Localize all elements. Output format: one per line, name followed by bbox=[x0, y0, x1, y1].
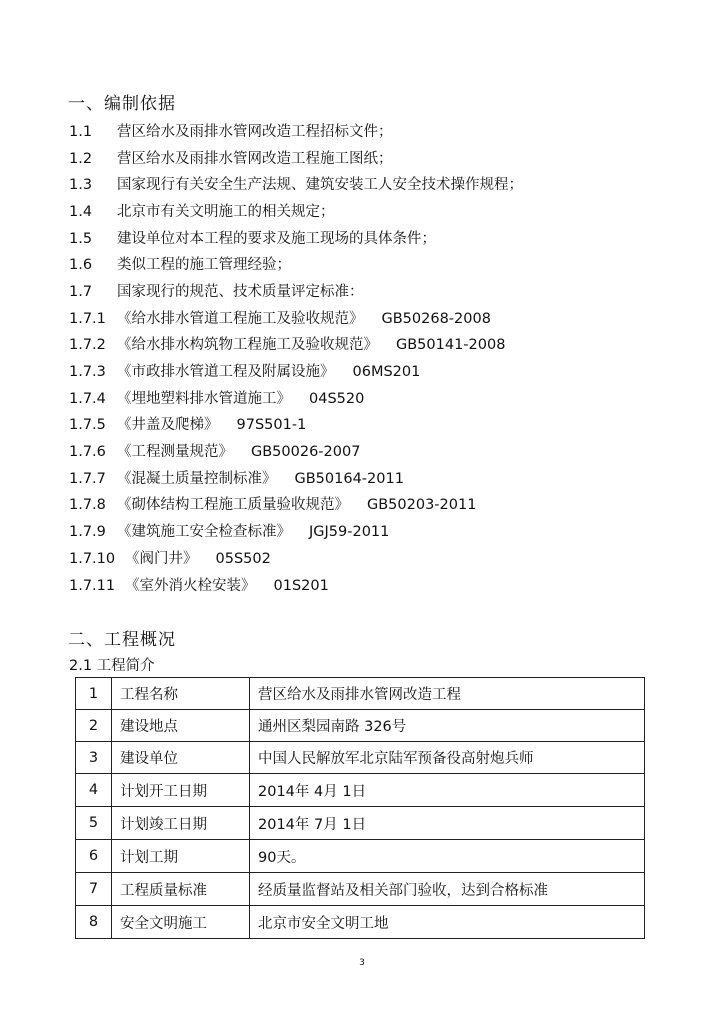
item-text: 营区给水及雨排水管网改造工程施工图纸； bbox=[117, 151, 393, 167]
row-label: 安全文明施工 bbox=[112, 906, 250, 939]
row-value: 经质量监督站及相关部门验收，达到合格标准 bbox=[250, 873, 645, 906]
standard-code: 1.7.6 bbox=[69, 444, 106, 460]
standard-title: 《给水排水构筑物工程施工及验收规范》 bbox=[117, 337, 378, 353]
standard-item bbox=[69, 550, 271, 568]
standard-item bbox=[69, 336, 505, 354]
standard-code: 1.7.11 bbox=[69, 578, 116, 594]
standard-number: GB50268-2008 bbox=[381, 311, 491, 327]
page-number: 3 bbox=[359, 958, 365, 968]
basis-item bbox=[69, 283, 364, 301]
standard-number: GB50026-2007 bbox=[251, 444, 361, 460]
standard-item bbox=[69, 443, 360, 461]
standard-title: 《埋地塑料排水管道施工》 bbox=[117, 391, 291, 407]
standard-title: 《混凝土质量控制标准》 bbox=[117, 471, 277, 487]
standard-title: 《砌体结构工程施工质量验收规范》 bbox=[117, 497, 349, 513]
row-label: 工程名称 bbox=[112, 678, 250, 710]
item-code: 1.3 bbox=[69, 177, 93, 193]
row-label: 建设单位 bbox=[112, 742, 250, 774]
standard-number: GB50203-2011 bbox=[367, 497, 477, 513]
basis-item bbox=[69, 176, 523, 194]
standard-code: 1.7.7 bbox=[69, 471, 106, 487]
standard-title: 《阀门井》 bbox=[125, 551, 198, 567]
row-label: 计划竣工日期 bbox=[112, 807, 250, 840]
standard-item bbox=[69, 416, 306, 434]
item-code: 1.1 bbox=[69, 124, 93, 140]
standard-item bbox=[69, 577, 329, 595]
standard-title: 《工程测量规范》 bbox=[117, 444, 233, 460]
item-text: 北京市有关文明施工的相关规定； bbox=[117, 204, 335, 220]
basis-item bbox=[69, 123, 393, 141]
standard-code: 1.7.8 bbox=[69, 497, 106, 513]
row-value: 90天。 bbox=[250, 840, 645, 873]
item-text: 类似工程的施工管理经验； bbox=[117, 257, 291, 273]
row-value: 营区给水及雨排水管网改造工程 bbox=[250, 678, 645, 710]
row-number: 8 bbox=[76, 906, 112, 939]
row-label: 计划工期 bbox=[112, 840, 250, 873]
standard-item bbox=[69, 470, 404, 488]
standard-code: 1.7.10 bbox=[69, 551, 116, 567]
row-value: 2014年 7月 1日 bbox=[250, 807, 645, 840]
standard-title: 《市政排水管道工程及附属设施》 bbox=[117, 364, 335, 380]
standard-item bbox=[69, 310, 491, 328]
table-row bbox=[76, 807, 645, 840]
table-row bbox=[76, 840, 645, 873]
basis-item bbox=[69, 256, 291, 274]
standard-number: 04S520 bbox=[309, 391, 365, 407]
standard-code: 1.7.1 bbox=[69, 311, 106, 327]
standard-number: 05S502 bbox=[215, 551, 271, 567]
standard-code: 1.7.3 bbox=[69, 364, 106, 380]
table-row bbox=[76, 742, 645, 774]
standard-number: 06MS201 bbox=[352, 364, 421, 380]
item-text: 国家现行的规范、技术质量评定标准： bbox=[117, 284, 364, 300]
table-row bbox=[76, 906, 645, 939]
row-number: 1 bbox=[76, 678, 112, 710]
standard-number: JGJ59-2011 bbox=[309, 524, 390, 540]
row-number: 2 bbox=[76, 710, 112, 742]
standard-item bbox=[69, 390, 364, 408]
standard-code: 1.7.9 bbox=[69, 524, 106, 540]
section-heading-overview: 二、工程概况 bbox=[68, 630, 176, 650]
row-number: 5 bbox=[76, 807, 112, 840]
standard-number: 01S201 bbox=[273, 578, 329, 594]
standard-item bbox=[69, 496, 476, 514]
item-code: 1.7 bbox=[69, 284, 93, 300]
standard-title: 《建筑施工安全检查标准》 bbox=[117, 524, 291, 540]
standard-number: GB50141-2008 bbox=[396, 337, 506, 353]
table-row bbox=[76, 774, 645, 807]
standard-code: 1.7.2 bbox=[69, 337, 106, 353]
table-row bbox=[76, 678, 645, 710]
project-info-table bbox=[75, 677, 645, 939]
row-value: 中国人民解放军北京陆军预备役高射炮兵师 bbox=[250, 742, 645, 774]
item-code: 1.4 bbox=[69, 204, 93, 220]
basis-item bbox=[69, 203, 335, 221]
standard-number: GB50164-2011 bbox=[294, 471, 404, 487]
subsection-heading: 2.1 工程简介 bbox=[69, 658, 155, 674]
standard-title: 《井盖及爬梯》 bbox=[117, 417, 219, 433]
row-label: 计划开工日期 bbox=[112, 774, 250, 807]
row-number: 6 bbox=[76, 840, 112, 873]
item-code: 1.6 bbox=[69, 257, 93, 273]
standard-title: 《给水排水管道工程施工及验收规范》 bbox=[117, 311, 364, 327]
basis-item bbox=[69, 230, 436, 248]
row-number: 3 bbox=[76, 742, 112, 774]
standard-item bbox=[69, 363, 420, 381]
row-number: 4 bbox=[76, 774, 112, 807]
row-value: 北京市安全文明工地 bbox=[250, 906, 645, 939]
item-text: 营区给水及雨排水管网改造工程招标文件； bbox=[117, 124, 393, 140]
table-row bbox=[76, 873, 645, 906]
item-code: 1.5 bbox=[69, 231, 93, 247]
standard-code: 1.7.4 bbox=[69, 391, 106, 407]
item-code: 1.2 bbox=[69, 151, 93, 167]
row-label: 建设地点 bbox=[112, 710, 250, 742]
section-heading-basis: 一、编制依据 bbox=[68, 94, 176, 114]
row-value: 2014年 4月 1日 bbox=[250, 774, 645, 807]
standard-code: 1.7.5 bbox=[69, 417, 106, 433]
item-text: 国家现行有关安全生产法规、建筑安装工人安全技术操作规程； bbox=[117, 177, 523, 193]
row-value: 通州区梨园南路 326号 bbox=[250, 710, 645, 742]
basis-item bbox=[69, 150, 393, 168]
row-label: 工程质量标准 bbox=[112, 873, 250, 906]
standard-item bbox=[69, 523, 389, 541]
row-number: 7 bbox=[76, 873, 112, 906]
item-text: 建设单位对本工程的要求及施工现场的具体条件； bbox=[117, 231, 436, 247]
standard-title: 《室外消火栓安装》 bbox=[125, 578, 256, 594]
standard-number: 97S501-1 bbox=[236, 417, 307, 433]
table-row bbox=[76, 710, 645, 742]
